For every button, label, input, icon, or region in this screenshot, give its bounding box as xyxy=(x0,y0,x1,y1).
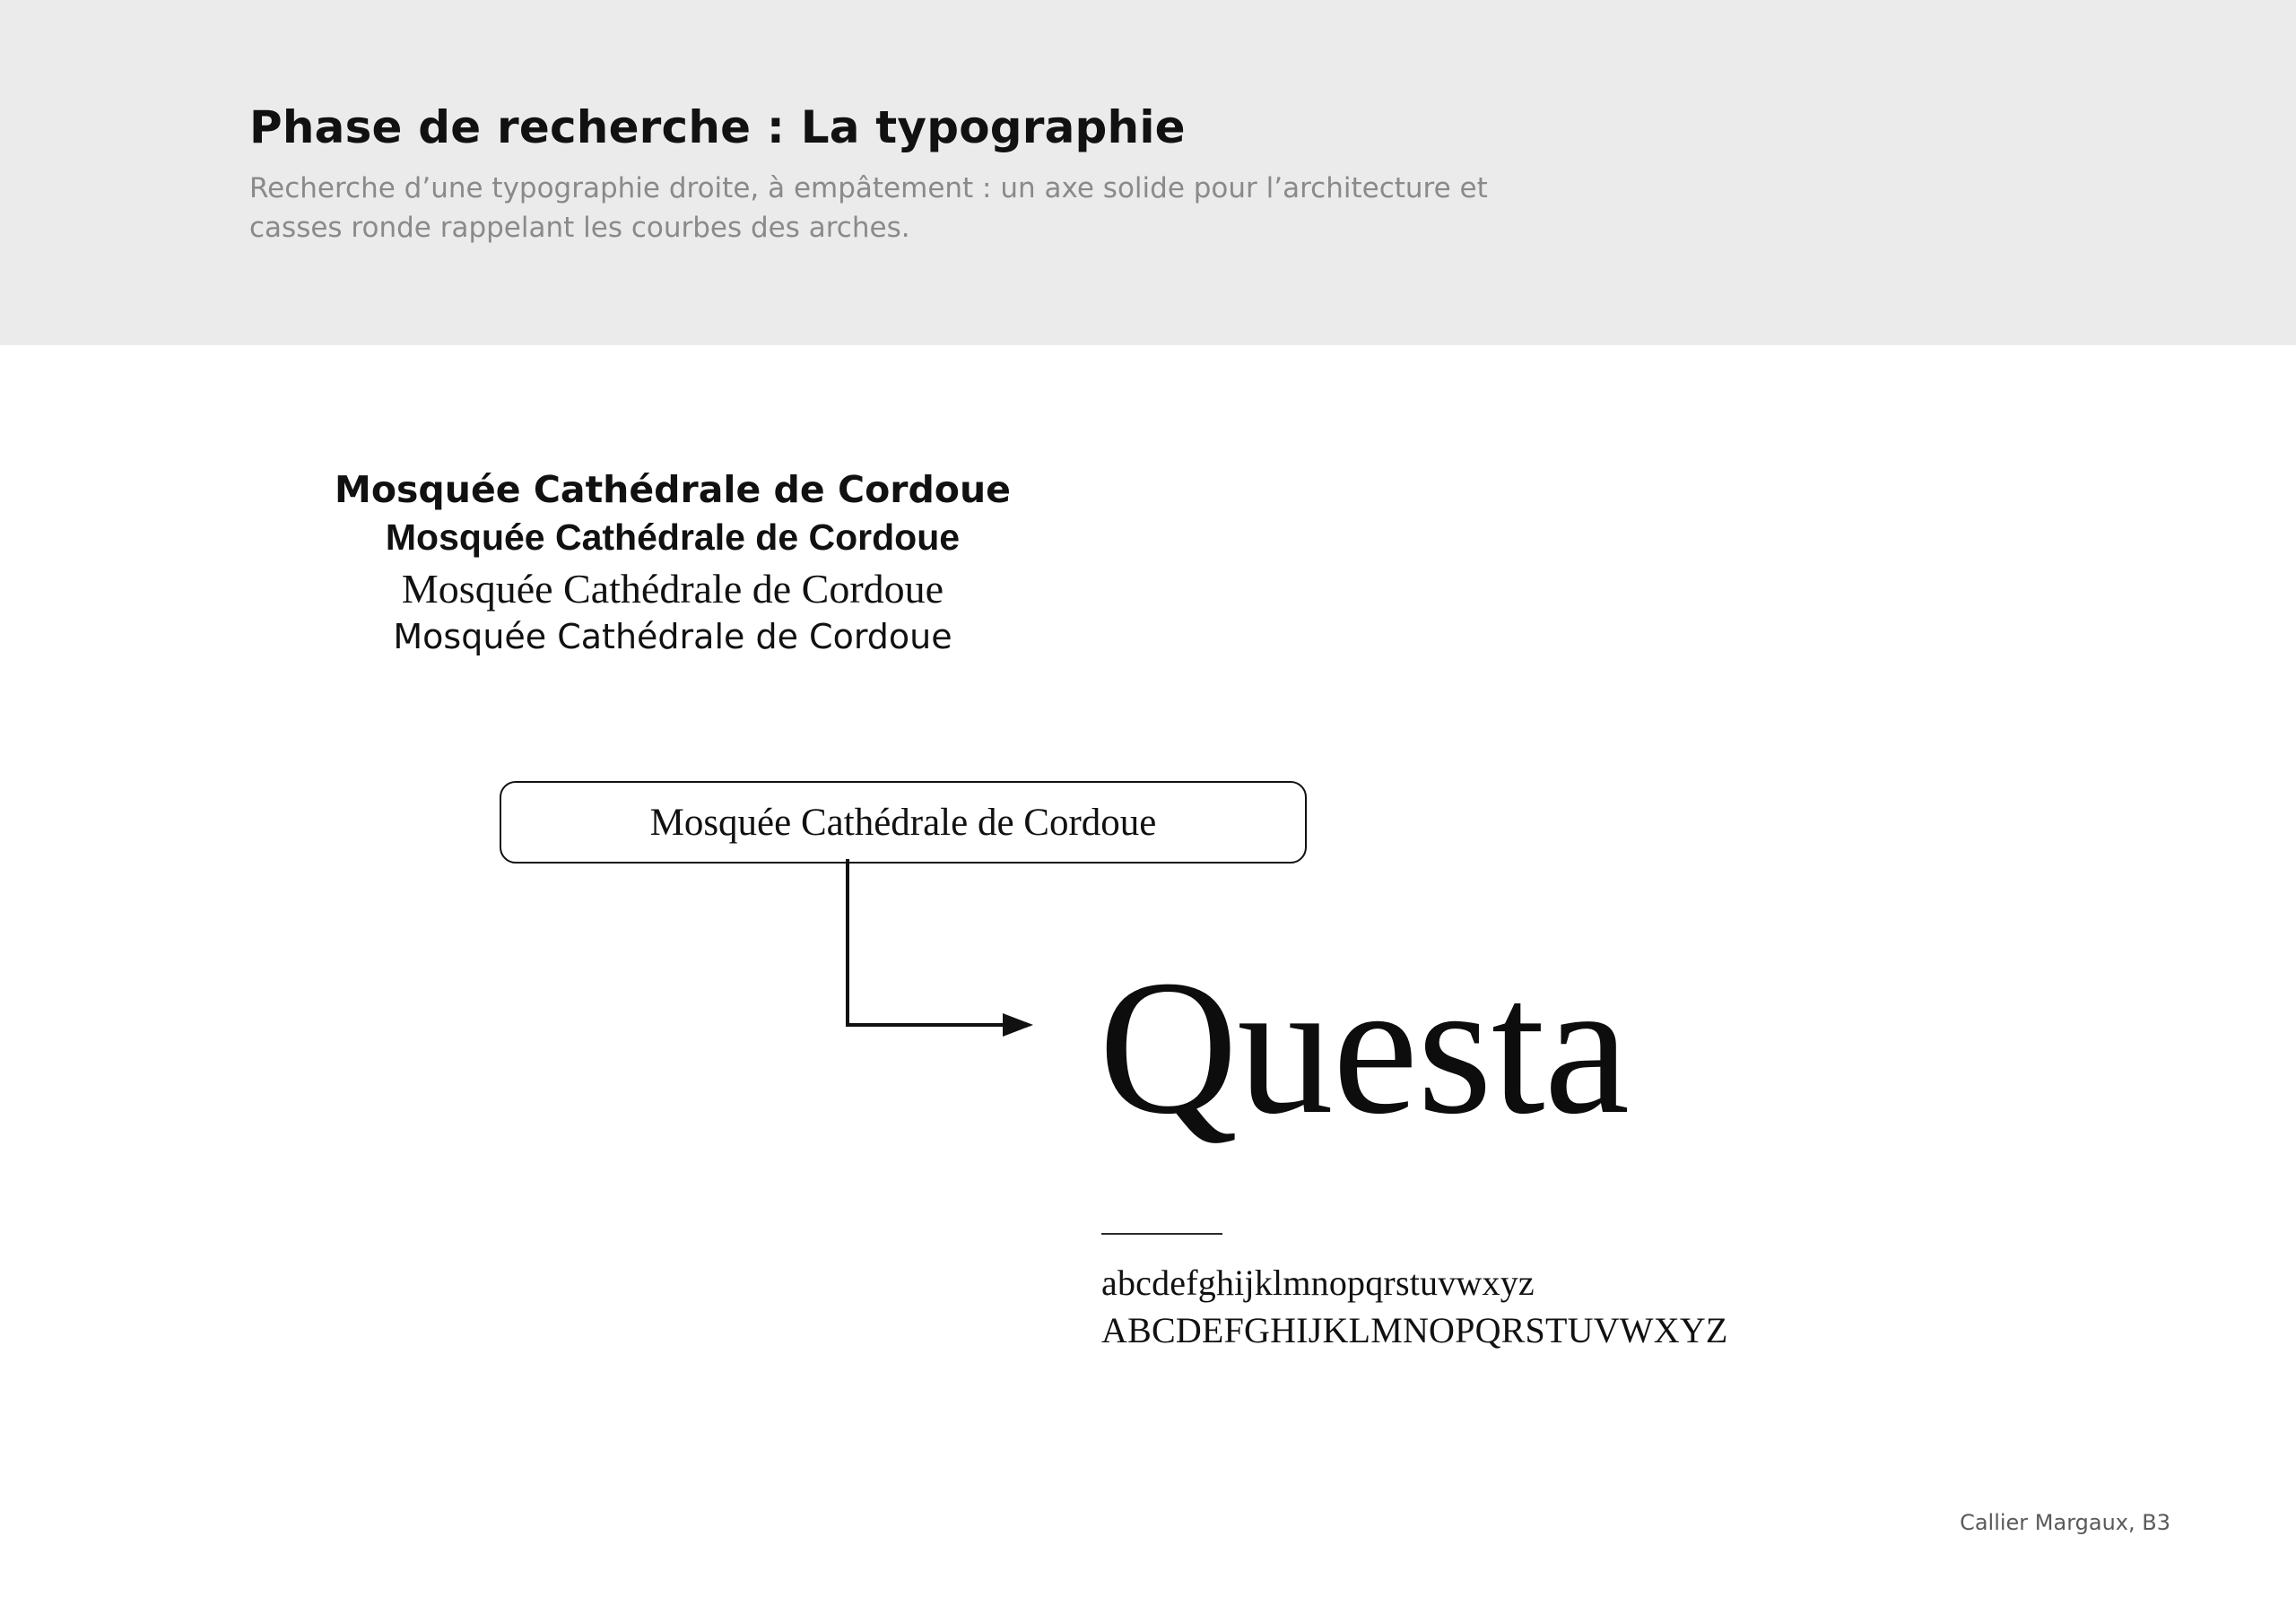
typeface-glyph-set xyxy=(1101,1260,1728,1355)
page-title: Phase de recherche : La typographie xyxy=(249,101,1186,153)
typeface-specimen-list xyxy=(0,466,1345,660)
footer-credit: Callier Margaux, B3 xyxy=(1960,1510,2170,1535)
elbow-arrow-icon xyxy=(843,859,1058,1065)
selected-specimen-label: Mosquée Cathédrale de Cordoue xyxy=(649,801,1157,844)
page-subtitle: Recherche d’une typographie droite, à empâtement : un axe solide pour l’architecture et casses ronde rappelant les courbes des arches. xyxy=(249,172,1488,245)
specimen-option-2[interactable]: Mosquée Cathédrale de Cordoue xyxy=(385,516,961,559)
specimen-option-1[interactable]: Mosquée Cathédrale de Cordoue xyxy=(335,468,1011,511)
glyphs-uppercase: ABCDEFGHIJKLMNOPQRSTUVWXYZ xyxy=(1101,1309,1728,1350)
chosen-typeface-name: Questa xyxy=(1099,940,1630,1154)
specimen-option-3[interactable]: Mosquée Cathédrale de Cordoue xyxy=(401,565,944,612)
glyphs-lowercase: abcdefghijklmnopqrstuvwxyz xyxy=(1101,1263,1535,1303)
header-content xyxy=(249,103,1774,247)
header-band xyxy=(0,0,2296,345)
selected-specimen-box[interactable] xyxy=(500,781,1307,864)
divider-rule xyxy=(1101,1233,1222,1235)
specimen-option-4[interactable]: Mosquée Cathédrale de Cordoue xyxy=(393,617,952,657)
connector-arrow xyxy=(843,859,1058,1065)
